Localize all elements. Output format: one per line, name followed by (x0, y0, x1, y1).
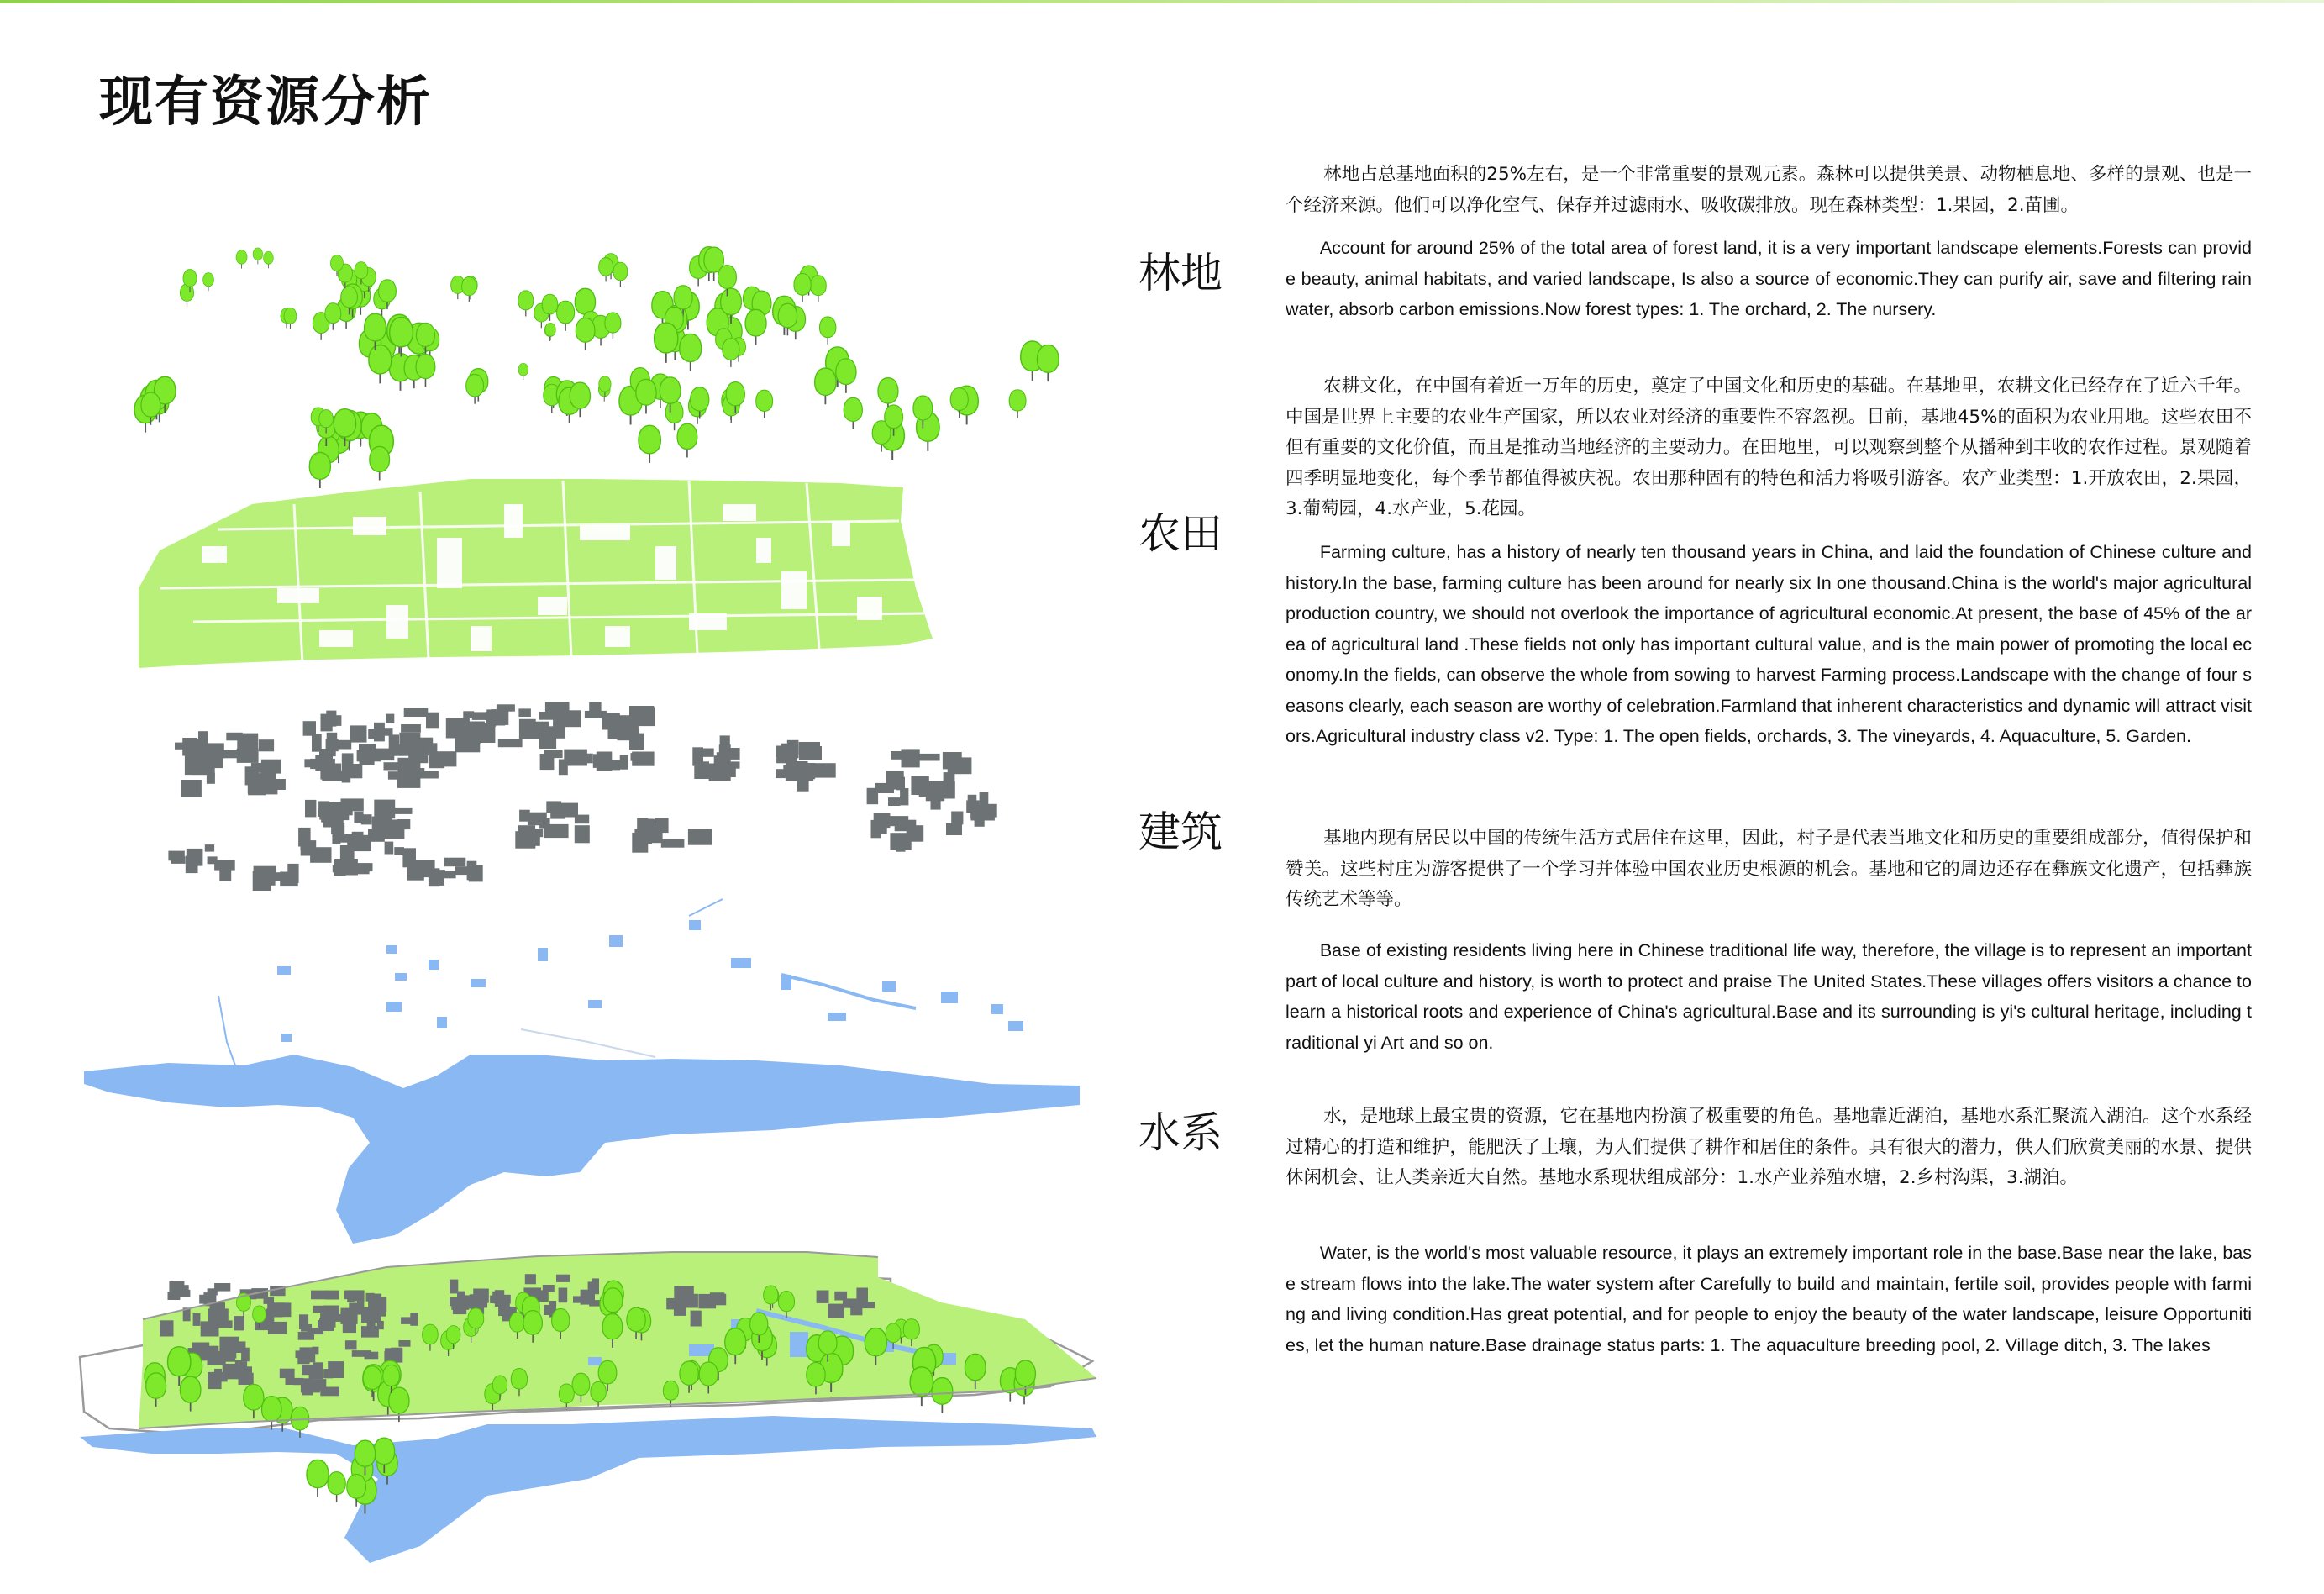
building-block (313, 1306, 326, 1313)
building-block (688, 829, 712, 844)
water-desc-cn: 水，是地球上最宝贵的资源，它在基地内扮演了极重要的角色。基地靠近湖泊，基地水系汇聚流入湖泊。这个水系经过精心的打造和维护，能肥沃了土壤，为人们提供了耕作和居住的条件。具有很大的潜力，供人们欣赏美丽的水景、提供休闲机会、让人类亲近大自然。基地水系现状组成部分：1.水产业养殖水塘，2.乡村沟渠，3.湖泊。 (1286, 1106, 2252, 1188)
building-block (812, 763, 836, 777)
water-layer (84, 899, 1080, 1244)
building-block (207, 773, 215, 784)
building-block (556, 1275, 570, 1282)
building-block (332, 831, 340, 844)
tree-icon (518, 291, 534, 317)
building-block (620, 755, 628, 769)
building-block (634, 707, 655, 726)
building-block (366, 1293, 375, 1302)
building-block (637, 818, 648, 829)
tree-icon (253, 248, 262, 264)
top-accent-rule (0, 0, 2324, 3)
building-block (259, 739, 274, 751)
building-block (519, 719, 536, 739)
tree-icon (639, 425, 660, 463)
building-block (518, 708, 531, 717)
layered-site-diagram (0, 210, 1126, 1588)
building-block (389, 808, 412, 814)
building-block (444, 858, 465, 866)
building-block (799, 744, 818, 757)
building-block (450, 1280, 458, 1294)
tree-icon (545, 323, 555, 340)
forest-desc-en: Account for around 25% of the total area of forest land, it is a very important landscape elements.Forests can provide beauty, animal habitats, and varied landscape, Is also a source of economic.They can purify air, save and filtering rainwater, absorb carbon emissions.Now forest types: 1. The orchard, 2. The nursery. (1286, 238, 2252, 319)
building-block (527, 1288, 537, 1295)
building-block (679, 1294, 698, 1308)
building-block (214, 860, 235, 870)
building-block (553, 719, 565, 739)
building-block (902, 749, 920, 767)
building-block (608, 723, 629, 739)
building-block (205, 844, 214, 852)
building-block (426, 713, 439, 729)
building-block (585, 711, 607, 718)
tree-icon (466, 374, 484, 403)
building-block (525, 832, 540, 846)
building-block (710, 1292, 724, 1302)
building-block (349, 863, 373, 871)
building-block (319, 1318, 334, 1331)
building-block (632, 752, 654, 766)
tree-icon (284, 308, 297, 329)
building-block (467, 861, 477, 881)
building-block (900, 788, 908, 805)
building-block (385, 842, 394, 855)
building-block (301, 1381, 320, 1393)
building-block (349, 1303, 361, 1315)
building-block (401, 1317, 418, 1324)
building-block (386, 714, 394, 723)
building-block (911, 776, 928, 795)
building-block (544, 824, 569, 838)
farmland-layer (139, 479, 933, 668)
building-block (352, 832, 364, 840)
building-block (344, 1291, 355, 1300)
label-forest: 林地 (1138, 249, 1222, 297)
building-block (235, 1360, 242, 1366)
building-block (254, 870, 275, 885)
building-block (492, 1292, 504, 1303)
building-block (429, 755, 444, 769)
buildings-layer (168, 702, 996, 891)
building-block (413, 751, 423, 760)
building-block (948, 757, 972, 774)
tree-icon (370, 446, 390, 480)
building-block (497, 704, 515, 711)
building-block (374, 723, 385, 742)
building-block (453, 1298, 466, 1314)
building-block (871, 820, 881, 838)
building-block (237, 734, 258, 750)
tree-icon (723, 339, 739, 367)
tree-icon (844, 397, 862, 429)
tree-icon (819, 317, 835, 345)
water-desc-en: Water, is the world's most valuable resource, it plays an extremely important role in the base.Base near the lake, base stream flows into the lake.The water system after Carefully to build and maintain, fertile soil, provides people with farming and living condition.Has great potential, and for people to enjoy the beauty of the water landscape, leisure Opportunities, let the human nature.Base drainage status parts: 1. The aquaculture breeding pool, 2. Village ditch, 3. The lakes (1286, 1243, 2252, 1355)
building-block (268, 1322, 287, 1334)
building-block (350, 725, 366, 742)
tree-icon (756, 390, 773, 418)
tree-icon (369, 345, 392, 384)
building-block (201, 1321, 219, 1336)
building-block (181, 1285, 188, 1296)
building-block (394, 847, 404, 855)
building-block (191, 739, 203, 749)
building-block (691, 1311, 702, 1327)
tree-icon (1037, 345, 1059, 382)
building-block (255, 773, 268, 791)
building-block (300, 1347, 316, 1362)
building-block (323, 1369, 333, 1378)
building-block (544, 750, 563, 758)
building-block (539, 712, 560, 720)
building-block (309, 1371, 322, 1379)
tree-icon (680, 334, 702, 371)
tree-icon (264, 251, 274, 268)
building-block (498, 739, 523, 747)
building-block (692, 747, 703, 765)
building-block (326, 739, 339, 751)
building-block (776, 746, 788, 757)
building-block (377, 1321, 384, 1329)
building-block (404, 708, 429, 717)
tree-icon (416, 355, 435, 387)
building-block (723, 751, 731, 760)
building-block (629, 734, 644, 750)
building-block (946, 823, 962, 835)
building-block (398, 1340, 410, 1347)
building-block (311, 1291, 329, 1300)
tree-icon (307, 1460, 329, 1497)
tree-icon (236, 250, 247, 269)
building-block (455, 734, 468, 750)
building-block (525, 1274, 536, 1284)
building-block (661, 839, 685, 848)
page-title: 现有资源分析 (99, 71, 432, 134)
building-block (193, 1313, 201, 1326)
building-block (397, 819, 410, 829)
building-block (342, 770, 351, 783)
building-block (320, 764, 341, 780)
label-water: 水系 (1138, 1108, 1222, 1157)
building-block (519, 810, 530, 822)
building-block (389, 734, 399, 749)
building-block (975, 818, 985, 827)
building-block (455, 866, 468, 875)
building-block (342, 753, 354, 771)
forest-desc-cn: 林地占总基地面积的25%左右，是一个非常重要的景观元素。森林可以提供美景、动物栖息地、多样的景观、也是一个经济来源。他们可以净化空气、保存并过滤雨水、吸收碳排放。现在森林类型：1.果园，2.苗圃。 (1286, 164, 2252, 216)
building-block (360, 748, 375, 765)
tree-icon (462, 277, 476, 302)
building-block (188, 750, 204, 761)
building-block (304, 759, 316, 767)
tree-icon (518, 363, 528, 380)
building-block (850, 1300, 862, 1316)
building-block (181, 780, 202, 797)
building-block (907, 825, 924, 842)
tree-icon (557, 301, 575, 331)
tree-icon (677, 423, 697, 457)
building-block (234, 1316, 244, 1330)
forest-layer (134, 247, 1059, 488)
building-block (352, 1350, 371, 1357)
building-block (371, 834, 385, 842)
building-block (589, 702, 601, 711)
building-block (928, 781, 948, 796)
building-block (407, 865, 424, 881)
building-block (199, 1346, 218, 1361)
building-block (323, 715, 341, 726)
building-block (564, 750, 587, 766)
building-block (575, 825, 590, 843)
tree-icon (389, 1387, 409, 1422)
tree-icon (932, 1378, 953, 1413)
label-buildings: 建筑 (1138, 808, 1222, 856)
building-block (239, 1370, 251, 1381)
building-block (219, 869, 231, 881)
building-block (171, 856, 186, 864)
building-block (979, 804, 997, 818)
building-block (375, 819, 399, 831)
tree-icon (665, 401, 683, 430)
building-block (401, 724, 421, 733)
tree-icon (910, 1367, 933, 1406)
combined-layer (80, 1252, 1096, 1563)
building-block (980, 792, 989, 805)
building-block (303, 721, 316, 736)
tree-icon (328, 1472, 345, 1502)
building-block (463, 711, 474, 718)
tree-icon (180, 284, 193, 307)
building-block (312, 734, 322, 752)
building-block (593, 754, 612, 768)
building-block (214, 1283, 230, 1292)
building-block (966, 800, 980, 813)
building-block (361, 1326, 379, 1338)
building-block (187, 849, 203, 866)
building-block (208, 1372, 228, 1382)
building-block (919, 754, 940, 761)
building-block (340, 1310, 348, 1323)
building-block (229, 1341, 246, 1353)
tree-icon (794, 273, 811, 302)
building-block (561, 803, 578, 818)
building-block (345, 1340, 357, 1349)
building-block (301, 848, 323, 855)
building-block (607, 718, 618, 724)
building-block (160, 1320, 174, 1336)
building-block (323, 815, 344, 828)
building-block (305, 800, 316, 818)
tree-icon (810, 276, 826, 302)
buildings-desc-en: Base of existing residents living here in Chinese traditional life way, therefore, the village is to represent an important part of local culture and history, is worth to protect and praise The United States.These villages offers visitors a chance to learn a historical roots and experience of China's agricultural.Base and its surrounding is yi's cultural heritage, including traditional yi Art and so on. (1286, 940, 2252, 1053)
building-block (951, 812, 963, 825)
tree-icon (1009, 390, 1026, 418)
tree-icon (576, 318, 595, 350)
tree-icon (203, 273, 214, 292)
building-block (266, 1309, 283, 1318)
building-block (588, 1281, 595, 1296)
building-block (388, 771, 397, 780)
tree-icon (745, 309, 766, 345)
farmland-desc-cn: 农耕文化，在中国有着近一万年的历史，奠定了中国文化和历史的基础。在基地里，农耕文化已经存在了近六千年。中国是世界上主要的农业生产国家，所以农业对经济的重要性不容忽视。目前，基地45%的面积为农业用地。这些农田不但有重要的文化价值，而且是推动当地经济的主要动力。在田地里，可以观察到整个从播种到丰收的农作过程。景观随着四季明显地变化，每个季节都值得被庆祝。农田那种固有的特色和活力将吸引游客。农产业类型：1.开放农田，2.果园，3.葡萄园，4.水产业，5.花园。 (1286, 376, 2252, 519)
building-block (273, 779, 286, 790)
building-block (280, 1369, 295, 1378)
building-block (354, 812, 363, 823)
building-block (875, 783, 894, 793)
building-block (261, 760, 281, 774)
tree-icon (836, 359, 856, 393)
building-block (888, 797, 900, 806)
building-block (783, 765, 794, 774)
building-block (430, 871, 444, 886)
tree-icon (815, 368, 836, 404)
building-block (391, 1348, 402, 1361)
building-block (559, 1288, 568, 1303)
farmland-desc-en: Farming culture, has a history of nearly ten thousand years in China, and laid the foundation of Chinese culture and history.In the base, farming culture has been around for nearly six In one thousand.China is the world's major agricultural production country, we should not overlook the importance of agricultural economic.At present, the base of 45% of the area of agricultural land .These fields not only has important cultural value, and is the main power of promoting the local economy.In the fields, can observe the whole from sowing to harvest Farming process.Landscape with the change of four seasons clearly, each season are worthy of celebration.Farmland that inherent characteristics and dynamic will attract visitors.Agricultural industry class v2. Type: 1. The open fields, orchards, 3. The vineyards, 4. Aquaculture, 5. Garden. (1286, 542, 2252, 746)
tree-icon (309, 452, 330, 488)
building-block (491, 709, 508, 725)
building-block (817, 1291, 829, 1303)
building-block (834, 1292, 847, 1301)
buildings-desc-cn: 基地内现有居民以中国的传统生活方式居住在这里，因此，村子是代表当地文化和历史的重要组成部分，值得保护和赞美。这些村庄为游客提供了一个学习并体验中国农业历史根源的机会。基地和它的周边还存在彝族文化遗产，包括彝族传统艺术等等。 (1286, 828, 2252, 910)
building-block (828, 1304, 844, 1318)
building-block (414, 771, 439, 779)
building-block (802, 763, 816, 779)
label-farmland: 农田 (1138, 509, 1222, 558)
tree-icon (613, 262, 628, 287)
